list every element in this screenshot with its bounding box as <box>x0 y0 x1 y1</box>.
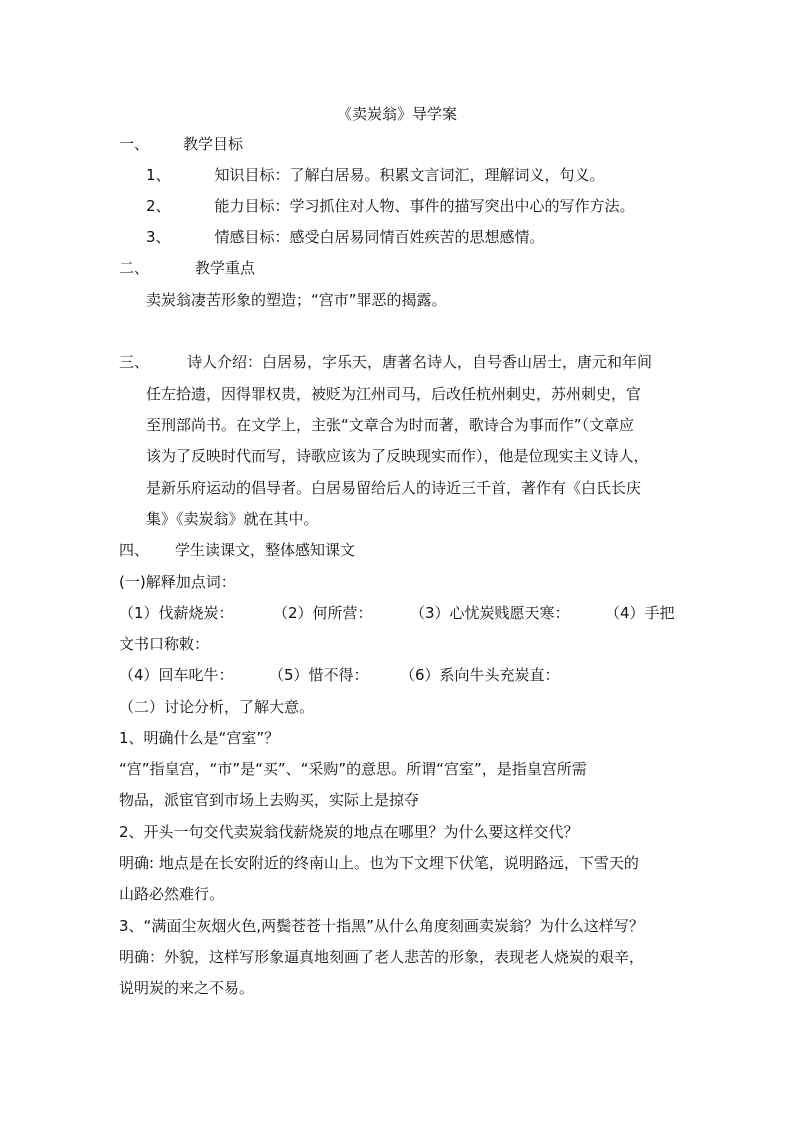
vocab-item: （3）心忧炭贱愿天寒： <box>410 604 570 622</box>
poet-intro-line: 诗人介绍：白居易，字乐天，唐著名诗人，自号香山居士，唐元和年间 <box>187 353 653 371</box>
section-4-title: 学生读课文，整体感知课文 <box>175 541 356 559</box>
section-2-title: 教学重点 <box>195 259 256 277</box>
objective-item <box>146 196 635 216</box>
objective-text: 情感目标：感受白居易同情百姓疾苦的思想感情。 <box>214 228 545 246</box>
section-2-number: 二、 <box>119 259 150 277</box>
answer-line: 说明炭的来之不易。 <box>119 979 255 997</box>
section-4-heading <box>119 540 355 560</box>
poet-intro-line: 集》《卖炭翁》就在其中。 <box>146 510 319 528</box>
section-2-heading <box>119 258 255 278</box>
objective-item <box>146 165 605 185</box>
answer-line: 明确：外貌，这样写形象逼真地刻画了老人悲苦的形象，表现老人烧炭的艰辛， <box>119 948 645 966</box>
objective-number: 3、 <box>146 228 171 246</box>
poet-intro-line: 任左拾遗，因得罪权贵，被贬为江州司马，后改任杭州刺史，苏州刺史，官 <box>146 385 642 403</box>
vocab-item: （4）手把 <box>605 604 675 622</box>
vocab-item: （6）系向牛头充炭直： <box>400 666 560 684</box>
objective-number: 2、 <box>146 197 171 215</box>
key-point-text: 卖炭翁凄苦形象的塑造；“宫市”罪恶的揭露。 <box>146 291 447 309</box>
vocab-item: （1）伐薪烧炭： <box>119 604 234 622</box>
subsection-heading: （二）讨论分析，了解大意。 <box>119 698 315 716</box>
vocab-row <box>119 603 674 623</box>
section-1-heading <box>119 134 243 154</box>
answer-line: 明确: 地点是在长安附近的终南山上。也为下文埋下伏笔，说明路远，下雪天的 <box>119 854 639 872</box>
section-4-number: 四、 <box>119 541 150 559</box>
vocab-item: （2）何所营： <box>273 604 373 622</box>
subsection-heading: (一)解释加点词： <box>119 573 236 591</box>
objective-text: 知识目标：了解白居易。积累文言词汇，理解词义，句义。 <box>214 166 605 184</box>
vocab-row <box>119 665 674 685</box>
objective-item <box>146 227 545 247</box>
section-3-first-line <box>119 352 652 372</box>
objective-text: 能力目标：学习抓住对人物、事件的描写突出中心的写作方法。 <box>214 197 635 215</box>
objective-number: 1、 <box>146 166 171 184</box>
poet-intro-line: 至刑部尚书。在文学上，主张“文章合为时而著，歌诗合为事而作”（文章应 <box>146 416 635 434</box>
question-text: 2、开头一句交代卖炭翁伐薪烧炭的地点在哪里？为什么要这样交代？ <box>119 823 579 841</box>
vocab-item: （4）回车叱牛： <box>119 666 234 684</box>
section-1-title: 教学目标 <box>183 135 244 153</box>
question-text: 3、“满面尘灰烟火色,两鬓苍苍十指黑”从什么角度刻画卖炭翁？为什么这样写？ <box>119 917 644 935</box>
section-1-number: 一、 <box>119 135 150 153</box>
poet-intro-line: 该为了反映时代而写，诗歌应该为了反映现实而作），他是位现实主义诗人， <box>146 447 649 465</box>
vocab-item: （5）惜不得： <box>269 666 369 684</box>
answer-line: 物品，派宦官到市场上去购买，实际上是掠夺 <box>119 791 420 809</box>
poet-intro-line: 是新乐府运动的倡导者。白居易留给后人的诗近三千首，著作有《白氏长庆 <box>146 479 642 497</box>
doc-title: 《卖炭翁》导学案 <box>336 105 457 123</box>
question-text: 1、明确什么是“宫室”？ <box>119 729 280 747</box>
answer-line: “宫”指皇宫，“市”是“买”、“采购”的意思。所谓“宫室”，是指皇宫所需 <box>119 760 587 778</box>
section-3-number: 三、 <box>119 353 150 371</box>
answer-line: 山路必然难行。 <box>119 885 225 903</box>
vocab-continuation: 文书口称敕： <box>119 635 210 653</box>
